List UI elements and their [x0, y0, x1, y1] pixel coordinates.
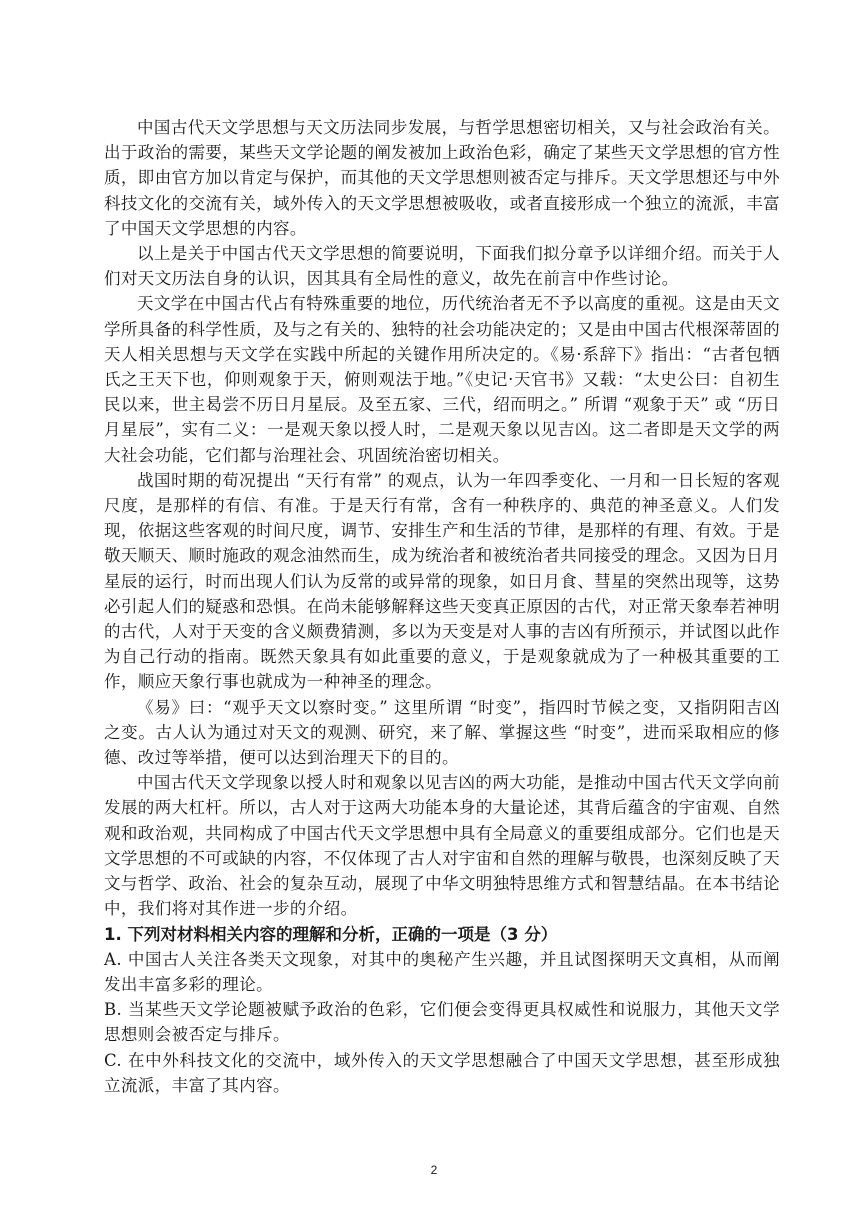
paragraph-2: 以上是关于中国古代天文学思想的简要说明，下面我们拟分章予以详细介绍。而关于人们对天文历法自身的认识，因其具有全局性的意义，故先在前言中作些讨论。 [104, 244, 780, 289]
option-b: B. 当某些天文学论题被赋予政治的色彩，它们便会变得更具权威性和说服力，其他天文学思想则会被否定与排斥。 [104, 1000, 780, 1045]
option-a: A. 中国古人关注各类天文现象，对其中的奥秘产生兴趣，并且试图探明天文真相，从而阐发出丰富多彩的理论。 [104, 949, 780, 994]
option-c: C. 在中外科技文化的交流中，域外传入的天文学思想融合了中国天文学思想，甚至形成独立流派，丰富了其内容。 [104, 1050, 780, 1095]
paragraph-5: 《易》曰：“观乎天文以察时变。” 这里所谓 “时变”，指四时节候之变，又指阴阳吉凶之变。古人认为通过对天文的观测、研究，来了解、掌握这些 “时变”，进而采取相应的修德、改过等举措，便可以达到治理天下的目的。 [104, 697, 780, 768]
paragraph-3: 天文学在中国古代占有特殊重要的地位，历代统治者无不予以高度的重视。这是由天文学所具备的科学性质，及与之有关的、独特的社会功能决定的；又是由中国古代根深蒂固的天人相关思想与天文学在实践中所起的关键作用所决定的。《易·系辞下》指出：“古者包牺氏之王天下也，仰则观象于天，俯则观法于地。”《史记·天官书》又载：“太史公曰：自初生民以来，世主曷尝不历日月星辰。及至五家、三代，绍而明之。” 所谓 “观象于天” 或 “历日月星辰”，实有二义：一是观天象以授人时，二是观天象以见吉凶。这二者即是天文学的两大社会功能，它们都与治理社会、巩固统治密切相关。 [104, 294, 780, 465]
paragraph-6: 中国古代天文学现象以授人时和观象以见吉凶的两大功能，是推动中国古代天文学向前发展的两大杠杆。所以，古人对于这两大功能本身的大量论述，其背后蕴含的宇宙观、自然观和政治观，共同构成了中国古代天文学思想中具有全局意义的重要组成部分。它们也是天文学思想的不可或缺的内容，不仅体现了古人对宇宙和自然的理解与敬畏，也深刻反映了天文与哲学、政治、社会的复杂互动，展现了中华文明独特思维方式和智慧结晶。在本书结论中，我们将对其作进一步的介绍。 [104, 773, 780, 919]
paragraph-4: 战国时期的荀况提出 “天行有常” 的观点，认为一年四季变化、一月和一日长短的客观尺度，是那样的有信、有准。于是天行有常，含有一种秩序的、典范的神圣意义。人们发现，依据这些客观的时间尺度，调节、安排生产和生活的节律，是那样的有理、有效。于是敬天顺天、顺时施政的观念油然而生，成为统治者和被统治者共同接受的理念。又因为日月星辰的运行，时而出现人们认为反常的或异常的现象，如日月食、彗星的突然出现等，这势必引起人们的疑惑和恐惧。在尚未能够解释这些天变真正原因的古代，对正常天象奉若神明的古代，人对于天变的含义颇费猜测，多以为天变是对人事的吉凶有所预示，并试图以此作为自己行动的指南。既然天象具有如此重要的意义，于是观象就成为了一种极其重要的工作，顺应天象行事也就成为一种神圣的理念。 [104, 470, 780, 692]
document-body [104, 115, 780, 1098]
paragraph-1: 中国古代天文学思想与天文历法同步发展，与哲学思想密切相关，又与社会政治有关。出于政治的需要，某些天文学论题的阐发被加上政治色彩，确定了某些天文学思想的官方性质，即由官方加以肯定与保护，而其他的天文学思想则被否定与排斥。天文学思想还与中外科技文化的交流有关，域外传入的天文学思想被吸收，或者直接形成一个独立的流派，丰富了中国天文学思想的内容。 [104, 118, 780, 238]
question-block [104, 922, 780, 1098]
page-number: 2 [430, 1163, 438, 1177]
question-title: 1. 下列对材料相关内容的理解和分析，正确的一项是（3 分） [104, 924, 558, 944]
